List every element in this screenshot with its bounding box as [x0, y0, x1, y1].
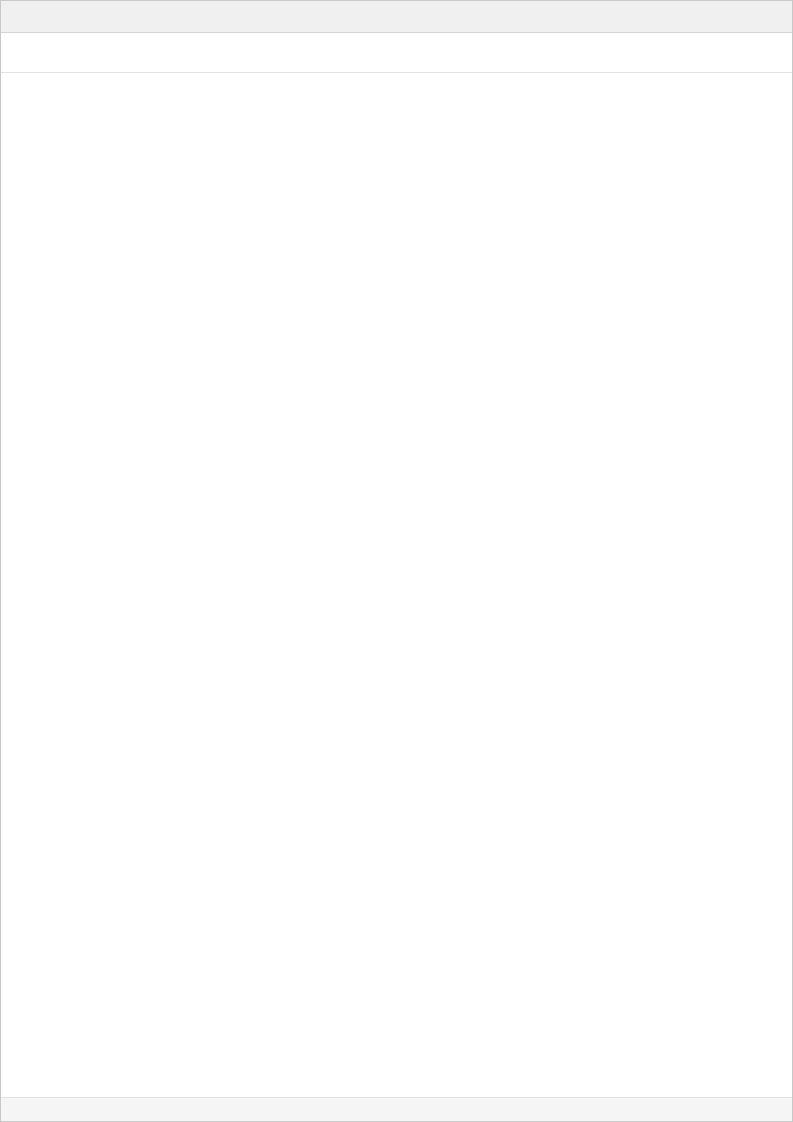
status-bar	[1, 1097, 792, 1121]
title-bar	[1, 1, 792, 33]
main-content	[1, 73, 792, 1097]
toolbar	[1, 33, 792, 73]
